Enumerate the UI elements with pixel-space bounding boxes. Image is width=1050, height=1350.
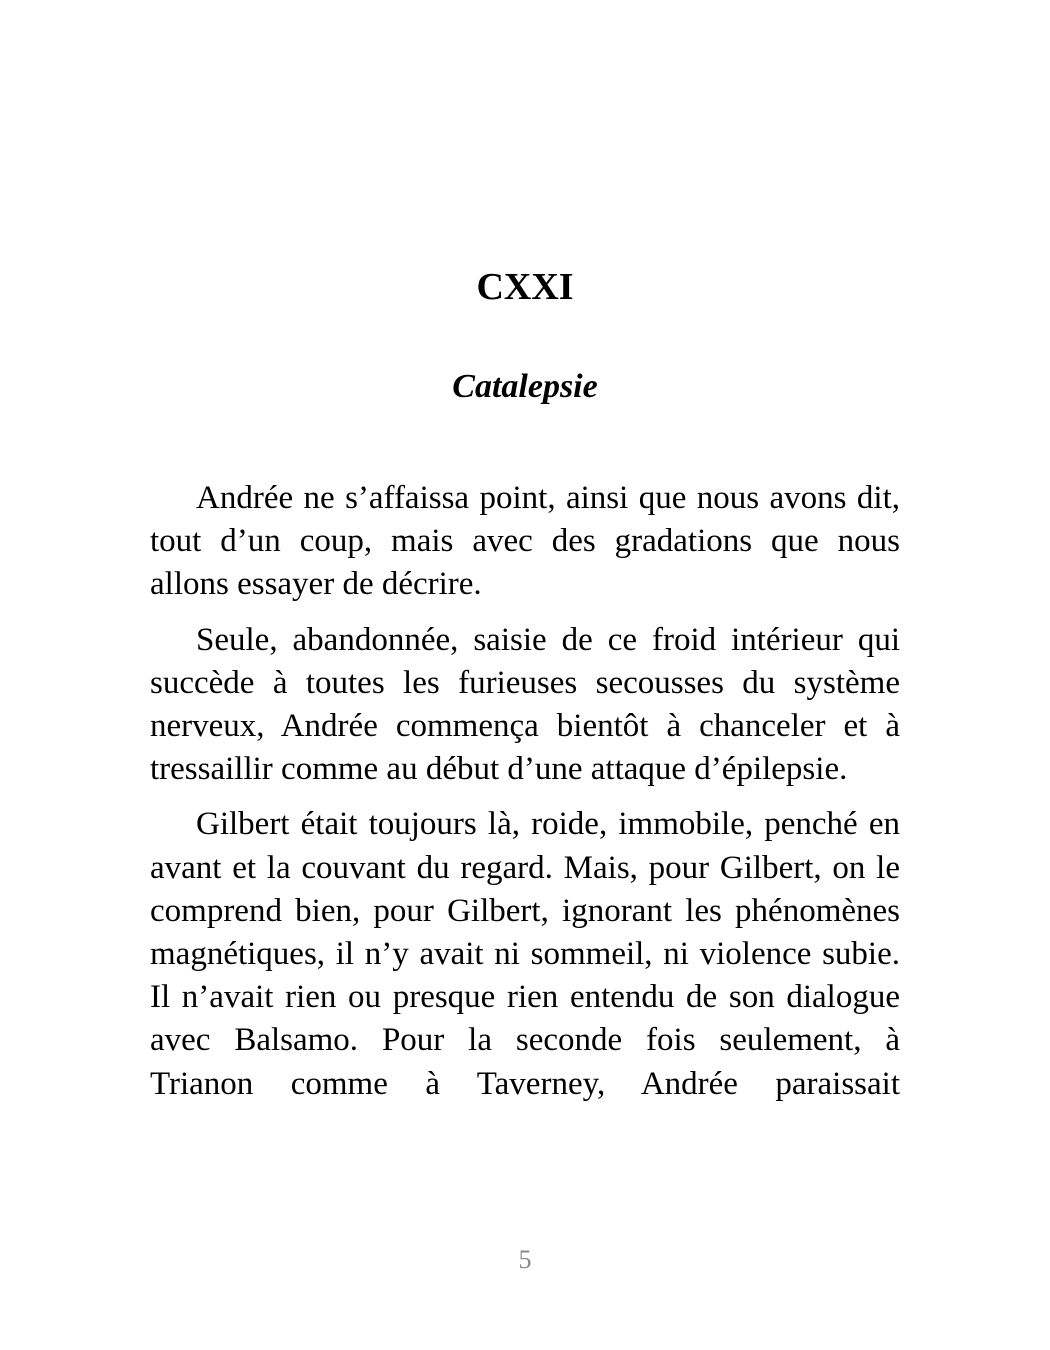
page-number: 5 [518,1245,532,1274]
paragraph: Andrée ne s’affaissa point, ainsi que nous avons dit, tout d’un coup, mais avec des gradations que nous allons essayer de décrire. [150,480,900,603]
paragraph: Seule, abandonnée, saisie de ce froid intérieur qui succède à toutes les furieuses secousses du système nerveux, Andrée commença bientôt à chanceler et à tressaillir comme au début d’une attaque d’épilepsie. [150,621,900,788]
paragraph: Gilbert était toujours là, roide, immobile, penché en avant et la couvant du regard. Mais, pour Gilbert, on le comprend bien, pour Gilbert, ignorant les phénomènes magnétiques, il n’y avait ni sommeil, ni violence subie. Il n’avait rien ou presque rien entendu de son dialogue avec Balsamo. Pour la seconde fois seulement, à Trianon comme à Taverney, Andrée paraissait [150,806,900,1102]
chapter-body [150,477,900,1118]
chapter-number: CXXI [476,266,574,308]
chapter-title: Catalepsie [452,368,598,405]
